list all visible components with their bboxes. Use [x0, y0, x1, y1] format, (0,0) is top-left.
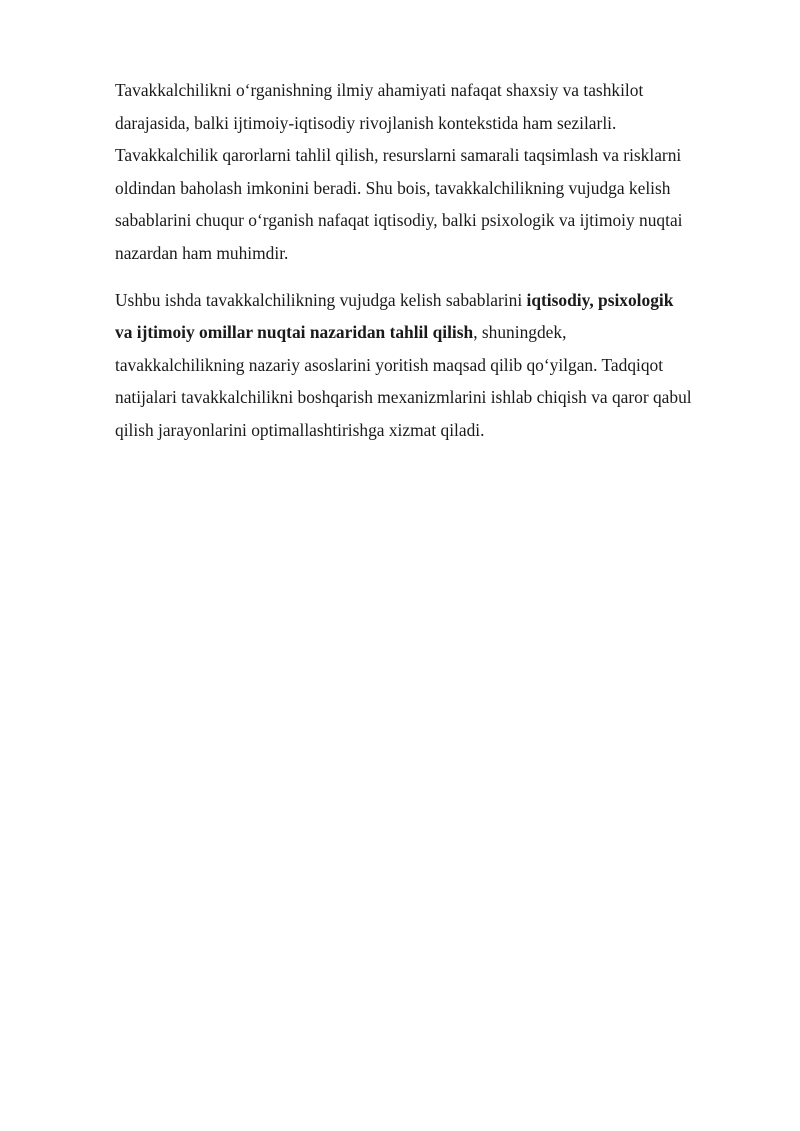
paragraph-1: [115, 74, 747, 270]
paragraph-line: nazardan ham muhimdir.: [115, 242, 289, 263]
paragraph-line: tavakkalchilikning nazariy asoslarini yoritish maqsad qilib qoʻyilgan. Tadqiqot: [115, 354, 664, 375]
emphasized-text: iqtisodiy, psixologik: [526, 289, 674, 310]
paragraph-text: , shuningdek,: [473, 322, 567, 343]
paragraph-line: darajasida, balki ijtimoiy-iqtisodiy rivojlanish kontekstida ham sezilarli.: [115, 112, 617, 133]
paragraph-line: [115, 284, 747, 317]
paragraph-2: [115, 284, 747, 447]
emphasized-text: va ijtimoiy omillar nuqtai nazaridan tahlil qilish: [115, 322, 474, 343]
paragraph-line: Tavakkalchilik qarorlarni tahlil qilish, resurslarni samarali taqsimlash va risklarni: [115, 145, 682, 166]
paragraph-line: sabablarini chuqur oʻrganish nafaqat iqtisodiy, balki psixologik va ijtimoiy nuqtai: [115, 210, 683, 231]
paragraph-line: Tavakkalchilikni oʻrganishning ilmiy ahamiyati nafaqat shaxsiy va tashkilot: [115, 80, 644, 100]
paragraph-line: natijalari tavakkalchilikni boshqarish mexanizmlarini ishlab chiqish va qaror qabul: [115, 387, 692, 408]
document-body: [115, 74, 747, 447]
paragraph-line: [115, 316, 747, 349]
paragraph-text: Ushbu ishda tavakkalchilikning vujudga kelish sabablarini: [115, 289, 527, 310]
paragraph-line: qilish jarayonlarini optimallashtirishga xizmat qiladi.: [115, 419, 485, 440]
paragraph-line: oldindan baholash imkonini beradi. Shu bois, tavakkalchilikning vujudga kelish: [115, 177, 671, 198]
